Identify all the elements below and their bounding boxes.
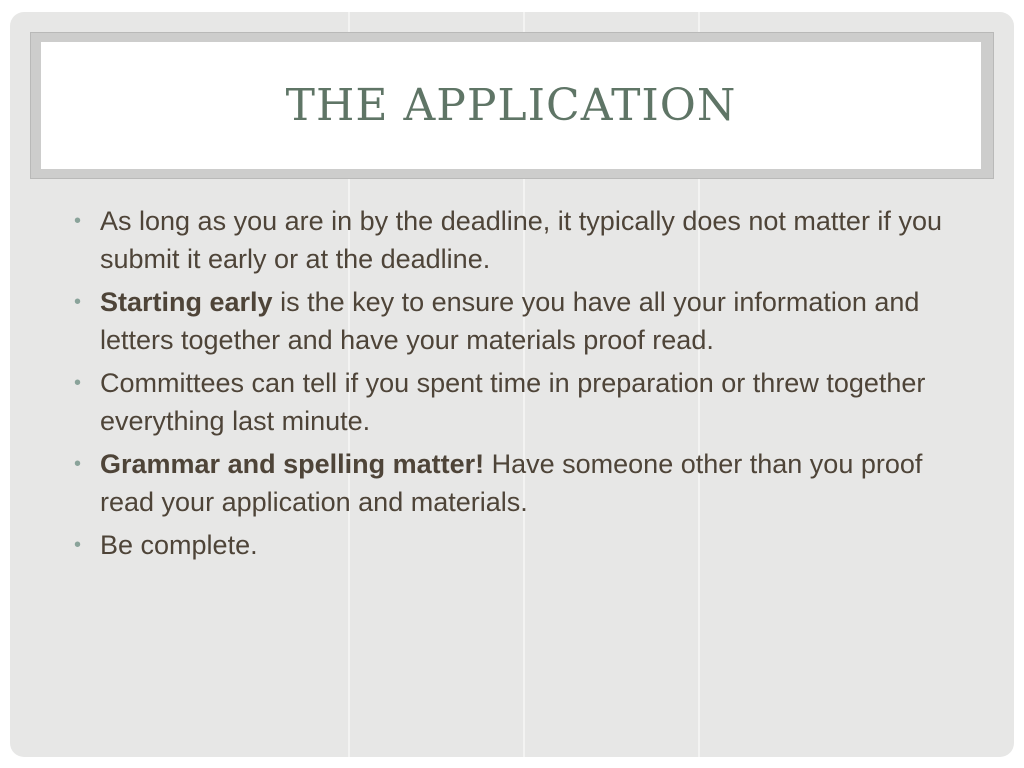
bullet-icon: •	[74, 210, 82, 232]
bullet-text: As long as you are in by the deadline, it typically does not matter if you submit it early or at the deadline.	[100, 206, 942, 274]
bullet-item	[72, 283, 962, 359]
bullet-bold-text: Grammar and spelling matter!	[100, 449, 485, 479]
bullet-item	[72, 526, 962, 564]
bullet-icon: •	[74, 453, 82, 475]
bullet-text: Be complete.	[100, 530, 258, 560]
bullet-item	[72, 445, 962, 521]
bullet-text: Committees can tell if you spent time in preparation or threw together everything last minute.	[100, 368, 926, 436]
title-frame	[30, 32, 994, 179]
bullet-item	[72, 202, 962, 278]
bullet-text: is the key to ensure you have all your information and letters together and have your materials proof read.	[100, 287, 920, 355]
title-box	[41, 42, 981, 169]
bullet-bold-text: Starting early	[100, 287, 273, 317]
slide	[10, 12, 1014, 757]
bullet-text: Have someone other than you proof read your application and materials.	[100, 449, 923, 517]
slide-title: THE APPLICATION	[285, 80, 737, 131]
bullet-icon: •	[74, 534, 82, 556]
bullet-icon: •	[74, 372, 82, 394]
bullet-item	[72, 364, 962, 440]
bullet-icon: •	[74, 291, 82, 313]
bullet-list	[72, 202, 962, 569]
